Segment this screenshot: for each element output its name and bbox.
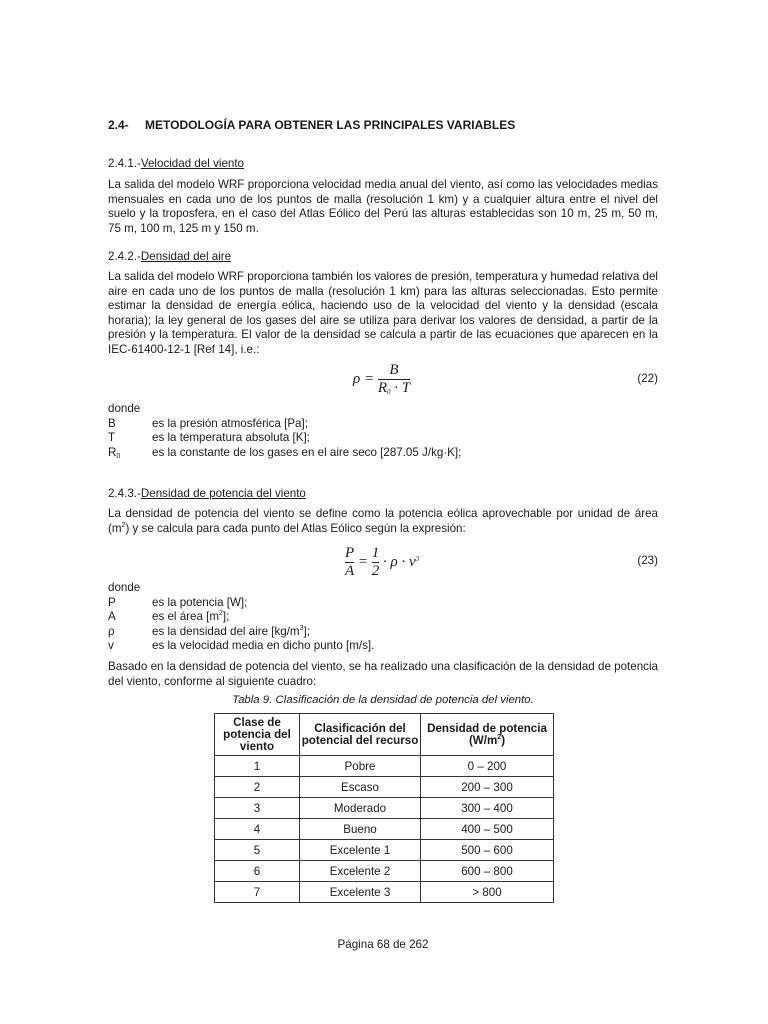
page-footer: Página 68 de 262 [337,938,429,951]
def-text: es la presión atmosférica [Pa]; [152,416,308,430]
def-row [108,639,374,654]
cell-densidad: 600 – 800 [421,861,554,882]
equation-fraction [378,362,410,397]
equation-equals: = [357,553,369,570]
cell-clase: 3 [215,798,300,819]
def-symbol [108,446,152,461]
def-text: es el área [m [152,610,220,624]
fraction-numerator: B [389,362,399,378]
den-r: R [377,380,387,396]
section-number: 2.4- [108,118,129,132]
def-row [108,431,461,446]
definitions-23 [108,581,374,654]
cell-clasificacion: Excelente 1 [300,840,421,861]
table-caption: Tabla 9. Clasificación de la densidad de potencia del viento. [232,694,534,706]
definitions-22 [108,402,461,460]
para-sup: 2 [121,521,126,529]
equation-fraction-pa [345,545,354,580]
header-clase: Clase de potencia del viento [215,714,300,756]
table-row [215,798,554,819]
def-symbol: ρ [108,624,115,638]
def-row [108,625,374,640]
def-symbol: A [108,610,116,624]
def-text: es la potencia [W]; [152,595,248,609]
cell-clasificacion: Excelente 3 [300,882,421,903]
paragraph-clasificacion: Basado en la densidad de potencia del viento, se ha realizado una clasificación de la densidad de potencia del viento, conforme al siguiente cuadro: [108,660,658,688]
cell-clase: 6 [215,861,300,882]
equation-22-label: (22) [637,372,658,385]
def-symbol-main: R [108,445,117,459]
def-text: es la velocidad media en dicho punto [m/s]. [152,639,375,653]
def-text: es la densidad del aire [kg/m [152,624,300,638]
cell-clase: 4 [215,819,300,840]
def-text: ]; [303,624,310,638]
def-row [108,596,374,611]
paragraph-velocidad: La salida del modelo WRF proporciona velocidad media anual del viento, así como las velocidades medias mensuales en cada uno de los puntos de malla (resolución 1 km) y a cualquier altura entre el nivel del suelo y la troposfera, en el caso del Atlas Eólico del Perú las alturas establecidas son 10 m, 25 m, 50 m, 75 m, 100 m, 125 m y 150 m. [108,178,658,235]
def-row [108,446,461,461]
paragraph-densidad-potencia [108,507,658,536]
subsection-title: Densidad del aire [140,250,232,263]
cell-densidad: 300 – 400 [421,798,554,819]
def-symbol: B [108,416,116,430]
section-title: METODOLOGÍA PARA OBTENER LAS PRINCIPALES VARIABLES [145,118,516,132]
cell-densidad: 500 – 600 [421,840,554,861]
paragraph-densidad-aire: La salida del modelo WRF proporciona también los valores de presión, temperatura y humedad relativa del aire en cada uno de los puntos de malla (resolución 1 km) para las alturas seleccionadas. Esto permite estimar la densidad de energía eólica, haciendo uso de la velocidad del viento y la densidad (escala horaria); la ley general de los gases del aire se utiliza para derivar los valores de densidad, a partir de la presión y la temperatura. El valor de la densidad se calcula a partir de las ecuaciones que aparecen en la IEC-61400-12-1 [Ref 14], i.e.: [108,270,658,356]
donde-label: donde [108,402,141,415]
fraction-denominator: 2 [371,563,380,579]
equation-22 [353,362,410,397]
def-text: ]; [222,610,230,624]
cell-clasificacion: Moderado [300,798,421,819]
cell-clasificacion: Excelente 2 [300,861,421,882]
equation-exponent: 3 [415,554,420,563]
equation-23-label: (23) [637,554,658,567]
subsection-heading-densidad-aire [108,250,231,263]
fraction-denominator [378,380,410,397]
table-row [215,840,554,861]
table-row [215,861,554,882]
cell-clase: 5 [215,840,300,861]
def-symbol: v [108,639,114,653]
table-row [215,777,554,798]
table-row [215,819,554,840]
fraction-numerator: 1 [371,545,380,561]
def-symbol: P [108,595,116,609]
cell-densidad: 200 – 300 [421,777,554,798]
subsection-number: 2.4.1.- [108,157,141,170]
table-row [215,756,554,777]
document-page [108,0,658,1024]
subsection-title: Densidad de potencia del viento [140,487,306,500]
header-text: ) [501,733,506,747]
classification-table [214,713,554,903]
def-text: es la temperatura absoluta [K]; [152,431,310,445]
header-text: Densidad de potencia (W/m [427,721,547,747]
equation-rest: · ρ · v [383,553,416,570]
subsection-title: Velocidad del viento [140,157,245,170]
table-header-row [215,714,554,756]
header-densidad [421,714,554,756]
para-text: ) y se calcula para cada punto del Atlas Eólico según la expresión: [125,521,466,535]
cell-clasificacion: Pobre [300,756,421,777]
cell-densidad: 400 – 500 [421,819,554,840]
equation-fraction-half [372,545,380,580]
donde-label: donde [108,581,141,594]
def-symbol-sub: 0 [116,452,121,460]
subsection-number: 2.4.2.- [108,250,141,263]
table-row [215,882,554,903]
cell-clase: 7 [215,882,300,903]
para-text: La densidad de potencia del viento se define como la potencia eólica aprovechable por unidad de área (m [108,507,658,535]
cell-clasificacion: Bueno [300,819,421,840]
header-sup: 2 [497,733,502,741]
cell-densidad: 0 – 200 [421,756,554,777]
equation-lhs: ρ = [353,370,375,387]
cell-clase: 2 [215,777,300,798]
def-row [108,417,461,432]
def-symbol: T [108,431,116,445]
equation-23 [345,545,419,580]
def-sup: 2 [219,610,223,618]
cell-clase: 1 [215,756,300,777]
def-text: es la constante de los gases en el aire seco [287.05 J/kg·K]; [152,445,462,459]
den-rest: · T [390,380,411,396]
def-sup: 3 [299,624,304,632]
cell-clasificacion: Escaso [300,777,421,798]
header-clasificacion: Clasificación del potencial del recurso [300,714,421,756]
fraction-denominator: A [345,563,355,579]
section-heading [108,118,515,132]
subsection-number: 2.4.3.- [108,487,141,500]
subsection-heading-velocidad [108,157,244,170]
den-sub: 0 [387,388,391,396]
cell-densidad: > 800 [421,882,554,903]
fraction-numerator: P [345,545,355,561]
subsection-heading-densidad-potencia [108,487,306,500]
def-row [108,610,374,625]
